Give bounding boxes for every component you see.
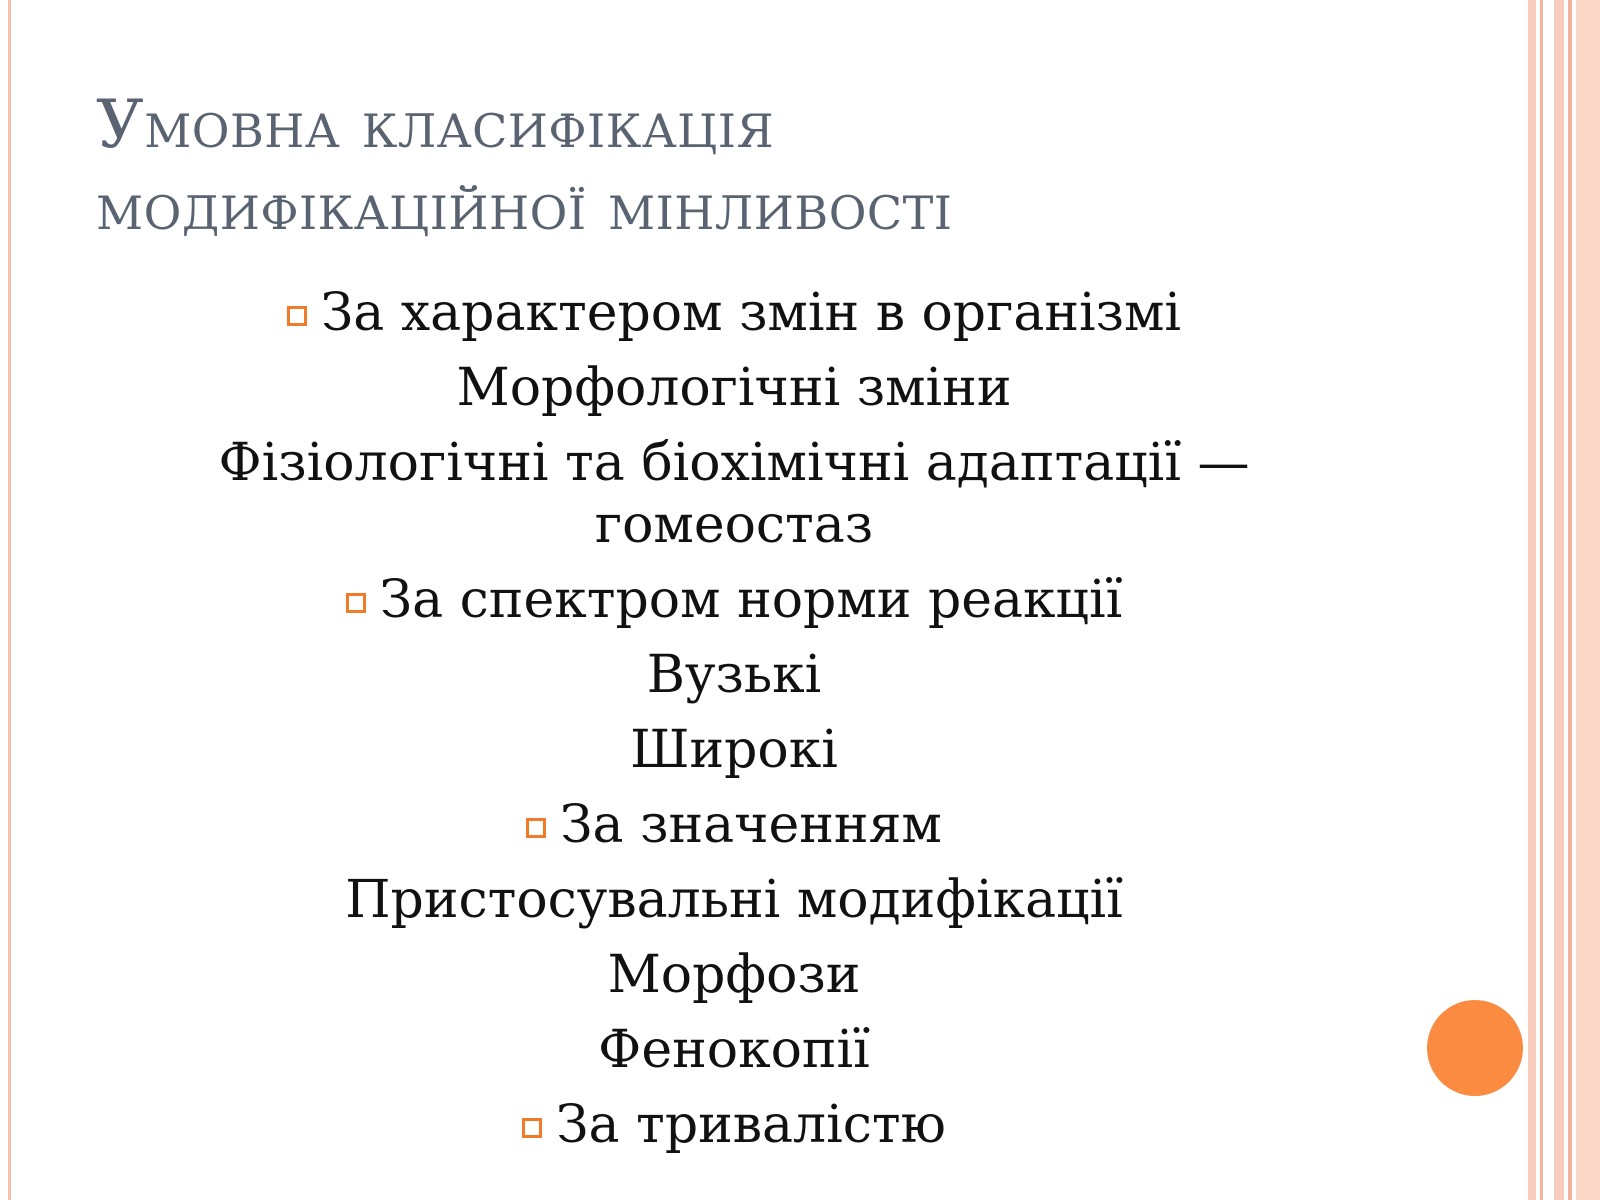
slide-content bbox=[150, 282, 1318, 1169]
stripe bbox=[1540, 0, 1543, 1200]
list-item bbox=[150, 944, 1318, 1006]
stripe bbox=[1528, 0, 1536, 1200]
list-item bbox=[150, 1019, 1318, 1081]
title-line-1: Умовна класифікація bbox=[96, 86, 775, 163]
stripe bbox=[1554, 0, 1564, 1200]
list-item bbox=[150, 432, 1318, 556]
list-item bbox=[150, 794, 1318, 856]
list-item-text: Морфологічні зміни bbox=[456, 358, 1012, 418]
list-item-text: Вузькі bbox=[646, 645, 822, 705]
square-bullet-icon bbox=[526, 818, 546, 838]
list-item-text: За характером змін в організмі bbox=[320, 283, 1182, 343]
list-item-text: За спектром норми реакції bbox=[379, 570, 1123, 630]
list-item-text: Морфози bbox=[607, 945, 861, 1005]
list-item-text: За тривалістю bbox=[556, 1095, 946, 1155]
left-border-stripe bbox=[8, 0, 11, 1200]
list-item bbox=[150, 569, 1318, 631]
list-item bbox=[150, 1094, 1318, 1156]
square-bullet-icon bbox=[346, 593, 366, 613]
list-item-text: Пристосувальні модифікації bbox=[345, 870, 1123, 930]
orange-circle-decoration bbox=[1427, 1000, 1523, 1096]
list-item bbox=[150, 869, 1318, 931]
title-line-2: модифікаційної мінливості bbox=[96, 168, 953, 245]
list-item bbox=[150, 357, 1318, 419]
right-decorative-stripes bbox=[1528, 0, 1600, 1200]
list-item bbox=[150, 644, 1318, 706]
slide-title bbox=[96, 84, 1396, 248]
list-item bbox=[150, 719, 1318, 781]
list-item-text: Широкі bbox=[630, 720, 838, 780]
square-bullet-icon bbox=[287, 306, 307, 326]
list-item-text: Фенокопії bbox=[598, 1020, 870, 1080]
list-item-text: За значенням bbox=[560, 795, 942, 855]
list-item-text: Фізіологічні та біохімічні адаптації — гомеостаз bbox=[218, 433, 1250, 555]
stripe bbox=[1576, 0, 1600, 1200]
square-bullet-icon bbox=[522, 1118, 542, 1138]
stripe bbox=[1568, 0, 1572, 1200]
list-item bbox=[150, 282, 1318, 344]
